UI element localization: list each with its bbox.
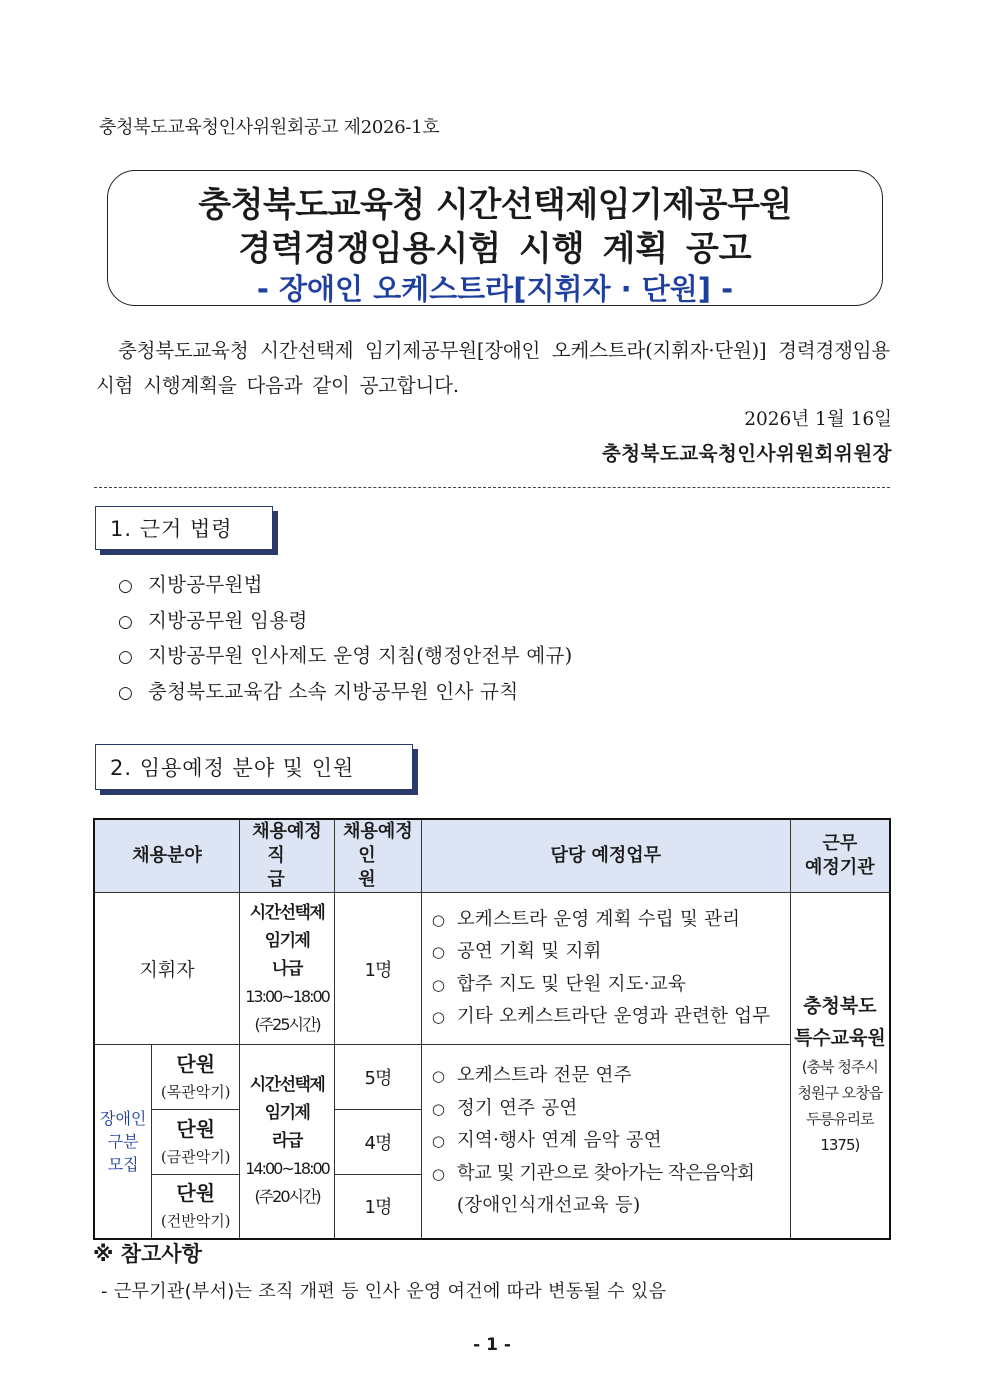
grade-members: 시간선택제 임기제 라급 14:00~18:00 (주20시간) <box>240 1045 335 1239</box>
unit-woodwind: 단원 (목관악기) <box>152 1045 240 1110</box>
intro-paragraph: 충청북도교육청 시간선택제 임기제공무원[장애인 오케스트라(지휘자·단원)] 경력경쟁임용시험 시행계획을 다음과 같이 공고합니다. <box>96 339 890 397</box>
table-row <box>94 893 890 1045</box>
circle-bullet-icon: ○ <box>431 1164 446 1183</box>
count-woodwind: 5명 <box>335 1045 422 1110</box>
section-1-heading: 1. 근거 법령 <box>95 506 273 550</box>
duties-members: ○ 오케스트라 전문 연주 ○ 정기 연주 공연 ○ 지역·행사 연계 음악 공연 ○ 학교 및 기관으로 찾아가는 작은음악회 (장애인식개선교육 등) <box>421 1045 790 1239</box>
reference-title: ※ 참고사항 <box>93 1242 202 1266</box>
circle-bullet-icon: ○ <box>431 1008 446 1026</box>
count-conductor: 1명 <box>335 893 422 1045</box>
header-agency: 근무 예정기관 <box>790 819 890 893</box>
duties-conductor: ○ 오케스트라 운영 계획 수립 및 관리 ○ 공연 기획 및 지휘 ○ 합주 지도 및 단원 지도·교육 ○ 기타 오케스트라단 운영과 관련한 업무 <box>421 893 790 1045</box>
notice-number: 충청북도교육청인사위원회공고 제2026-1호 <box>99 117 440 138</box>
circle-bullet-icon: ○ <box>431 943 446 961</box>
table-header-row <box>94 819 890 893</box>
circle-bullet-icon: ○ <box>118 647 134 667</box>
dashed-divider <box>94 487 890 488</box>
list-item: ○ 지방공무원법 <box>118 568 573 604</box>
field-conductor: 지휘자 <box>94 893 240 1045</box>
reference-note: - 근무기관(부서)는 조직 개편 등 인사 운영 여건에 따라 변동될 수 있음 <box>101 1281 667 1302</box>
title-subtitle: - 장애인 오케스트라[지휘자 · 단원] - <box>256 272 734 306</box>
count-brass: 4명 <box>335 1110 422 1175</box>
unit-brass: 단원 (금관악기) <box>152 1110 240 1175</box>
title-box <box>107 170 883 306</box>
circle-bullet-icon: ○ <box>431 1132 446 1150</box>
header-field: 채용분야 <box>94 819 240 893</box>
notice-date: 2026년 1월 16일 <box>744 409 892 430</box>
title-line-2: 경력경쟁임용시험 시행 계획 공고 <box>238 229 752 269</box>
header-count: 채용예정 인 원 <box>335 819 422 893</box>
section-2-heading: 2. 임용예정 분야 및 인원 <box>95 744 413 790</box>
list-item: ○ 충청북도교육감 소속 지방공무원 인사 규칙 <box>118 675 573 711</box>
grade-conductor: 시간선택제 임기제 나급 13:00~18:00 (주25시간) <box>240 893 335 1045</box>
circle-bullet-icon: ○ <box>431 1067 446 1085</box>
recruitment-table <box>93 818 891 1240</box>
agency-cell: 충청북도 특수교육원 (충북 청주시 청원구 오창읍 두릉유리로 1375) <box>790 893 890 1239</box>
header-duties: 담당 예정업무 <box>421 819 790 893</box>
table-row <box>94 1045 890 1110</box>
signer: 충청북도교육청인사위원회위원장 <box>601 442 892 465</box>
title-line-1: 충청북도교육청 시간선택제임기제공무원 <box>198 185 792 225</box>
disability-group-label: 장애인 구분 모집 <box>94 1045 152 1239</box>
page-number: - 1 - <box>473 1335 511 1355</box>
circle-bullet-icon: ○ <box>431 975 446 994</box>
law-list <box>118 568 573 710</box>
circle-bullet-icon: ○ <box>431 910 446 929</box>
circle-bullet-icon: ○ <box>431 1099 446 1118</box>
list-item: ○ 지방공무원 임용령 <box>118 604 573 640</box>
unit-keyboard: 단원 (건반악기) <box>152 1175 240 1239</box>
header-grade: 채용예정 직 급 <box>240 819 335 893</box>
circle-bullet-icon: ○ <box>118 576 134 596</box>
circle-bullet-icon: ○ <box>118 611 134 632</box>
list-item: ○ 지방공무원 인사제도 운영 지침(행정안전부 예규) <box>118 639 573 675</box>
count-keyboard: 1명 <box>335 1175 422 1239</box>
circle-bullet-icon: ○ <box>118 682 134 703</box>
